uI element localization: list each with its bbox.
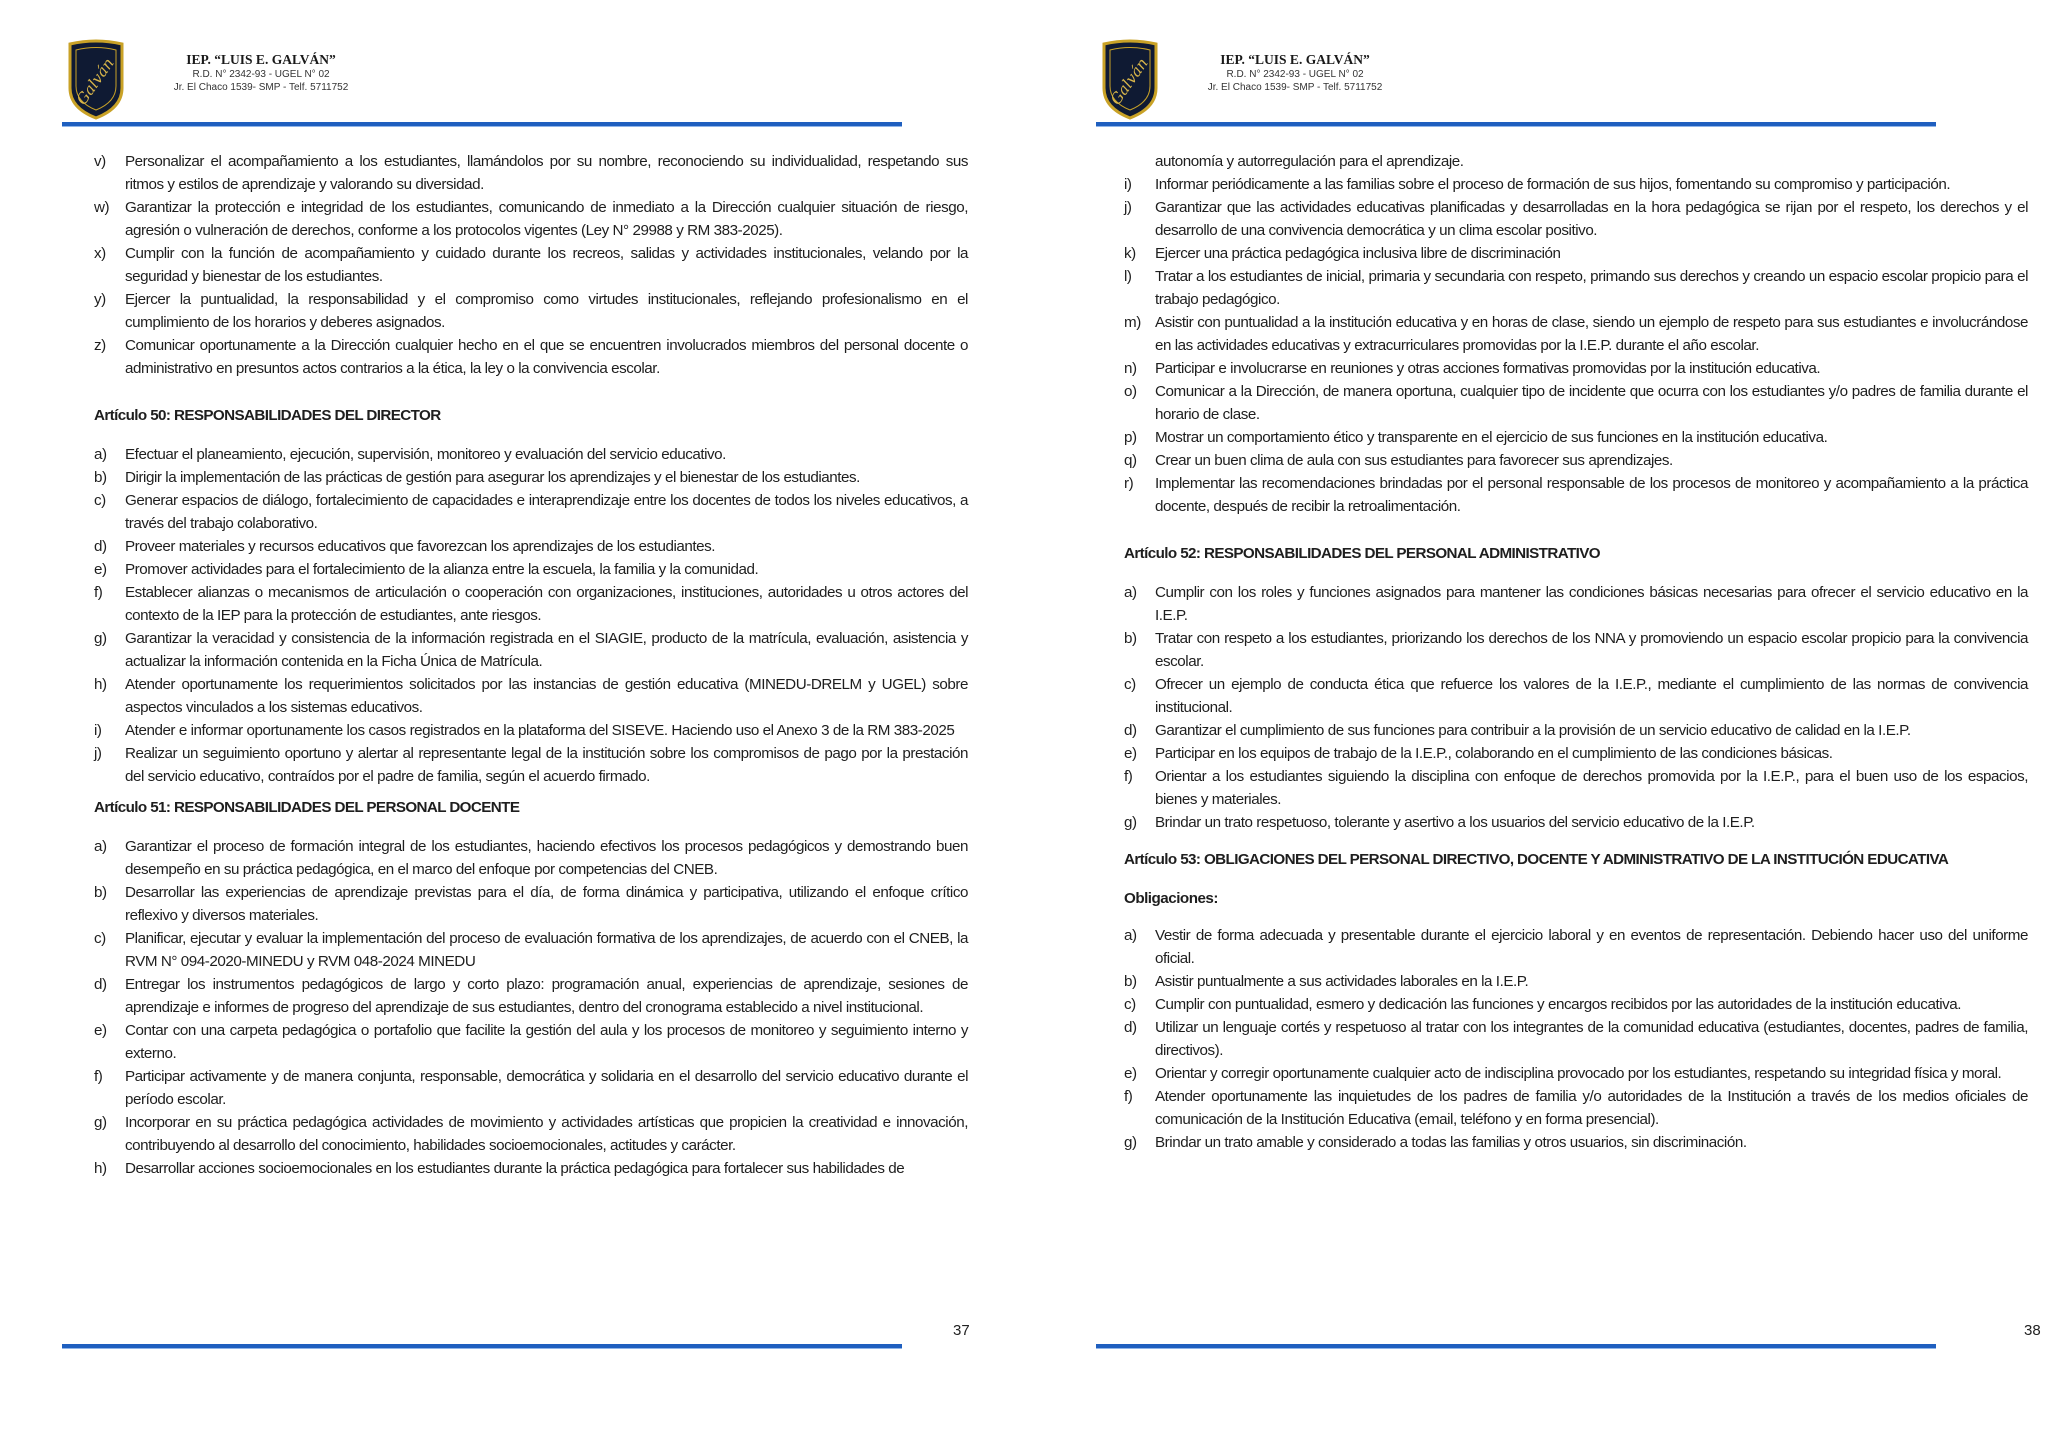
list-item <box>1124 311 2028 357</box>
item-text: autonomía y autorregulación para el aprendizaje. <box>1155 153 1464 170</box>
item-text: Cumplir con los roles y funciones asignados para mantener las condiciones básicas necesarias para ofrecer el servicio educativo en la I.E.P. <box>1155 584 2028 624</box>
item-text: Cumplir con la función de acompañamiento y cuidado durante los recreos, salidas y actividades institucionales, velando por la seguridad y bienestar de los estudiantes. <box>125 245 968 285</box>
list-item <box>1124 380 2028 426</box>
page-header <box>62 38 902 126</box>
item-text: Planificar, ejecutar y evaluar la implementación del proceso de evaluación formativa de los aprendizajes, de acuerdo con el CNEB, la RVM N° 094-2020-MINEDU y RVM 048-2024 MINEDU <box>125 930 968 970</box>
item-text: Garantizar el proceso de formación integral de los estudiantes, haciendo efectivos los procesos pedagógicos y demostrando buen desempeño en su práctica pedagógica, en el marco del enfoque por competencias del CNEB. <box>125 838 968 878</box>
list-marker: d) <box>94 976 107 993</box>
school-address: Jr. El Chaco 1539- SMP - Telf. 5711752 <box>173 82 349 93</box>
school-address: Jr. El Chaco 1539- SMP - Telf. 5711752 <box>1207 82 1383 93</box>
school-name: IEP. “LUIS E. GALVÁN” <box>1220 52 1370 67</box>
item-text: Tratar a los estudiantes de inicial, primaria y secundaria con respeto, primando sus derechos y creando un espacio escolar propicio para el trabajo pedagógico. <box>1155 268 2028 308</box>
list-item <box>94 881 968 927</box>
item-text: Participar e involucrarse en reuniones y otras acciones formativas promovidas por la institución educativa. <box>1155 360 1821 377</box>
item-text: Garantizar la veracidad y consistencia de la información registrada en el SIAGIE, producto de la matrícula, evaluación, asistencia y actualizar la información contenida en la Ficha Única de Matrícula. <box>125 630 968 670</box>
article-51-title: Artículo 51: RESPONSABILIDADES DEL PERSONAL DOCENTE <box>94 799 520 816</box>
list-marker: f) <box>94 584 103 601</box>
list-marker: w) <box>94 199 110 216</box>
list-item <box>94 719 968 742</box>
list-marker: n) <box>1124 360 1137 377</box>
footer-divider <box>1096 1344 1936 1348</box>
list-marker: a) <box>1124 927 1137 944</box>
item-text: Asistir puntualmente a sus actividades laborales en la I.E.P. <box>1155 973 1529 990</box>
list-item <box>94 1111 968 1157</box>
list-marker: d) <box>1124 722 1137 739</box>
item-text: Orientar a los estudiantes siguiendo la disciplina con enfoque de derechos promovida por la I.E.P., para el buen uso de los espacios, bienes y materiales. <box>1155 768 2028 808</box>
article-52-list <box>1124 581 2028 834</box>
page-number: 38 <box>2024 1322 2041 1339</box>
item-text: Efectuar el planeamiento, ejecución, supervisión, monitoreo y evaluación del servicio educativo. <box>125 446 726 463</box>
list-item <box>94 927 968 973</box>
list-item <box>94 150 968 196</box>
item-text: Desarrollar acciones socioemocionales en los estudiantes durante la práctica pedagógica para fortalecer sus habilidades de <box>125 1160 905 1177</box>
list-marker: g) <box>1124 1134 1137 1151</box>
item-text: Atender e informar oportunamente los casos registrados en la plataforma del SISEVE. Haciendo uso el Anexo 3 de la RM 383-2025 <box>125 722 955 739</box>
school-shield-logo <box>1100 38 1160 120</box>
article-50-list <box>94 443 968 788</box>
school-resolution: R.D. N° 2342-93 - UGEL N° 02 <box>1226 69 1364 80</box>
list-item <box>94 581 968 627</box>
article-52-title: Artículo 52: RESPONSABILIDADES DEL PERSONAL ADMINISTRATIVO <box>1124 545 1601 562</box>
list-item <box>1124 970 2028 993</box>
list-marker: f) <box>1124 1088 1133 1105</box>
list-marker: x) <box>94 245 106 262</box>
list-item <box>1124 924 2028 970</box>
list-marker: h) <box>94 1160 107 1177</box>
list-item <box>94 196 968 242</box>
list-item <box>1124 242 2028 265</box>
list-marker: c) <box>94 930 106 947</box>
item-text: Atender oportunamente los requerimientos solicitados por las instancias de gestión educativa (MINEDU-DRELM y UGEL) sobre aspectos vinculados a los sistemas educativos. <box>125 676 968 716</box>
svg-text:Galván: Galván <box>1106 54 1152 109</box>
list-marker: p) <box>1124 429 1137 446</box>
school-name: IEP. “LUIS E. GALVÁN” <box>186 52 336 67</box>
list-marker: l) <box>1124 268 1132 285</box>
item-text: Utilizar un lenguaje cortés y respetuoso al tratar con los integrantes de la comunidad educativa (estudiantes, docentes, padres de familia, directivos). <box>1155 1019 2028 1059</box>
list-item <box>1124 719 2028 742</box>
list-marker: c) <box>1124 996 1136 1013</box>
list-item-continuation <box>1124 150 2028 173</box>
list-item <box>1124 742 2028 765</box>
list-marker: i) <box>1124 176 1132 193</box>
list-marker: f) <box>1124 768 1133 785</box>
list-marker: k) <box>1124 245 1136 262</box>
list-marker: o) <box>1124 383 1137 400</box>
list-item <box>1124 1085 2028 1131</box>
list-marker: c) <box>94 492 106 509</box>
article-51-list <box>94 835 968 1180</box>
list-marker: e) <box>1124 1065 1137 1082</box>
school-resolution: R.D. N° 2342-93 - UGEL N° 02 <box>192 69 330 80</box>
header-divider <box>62 122 902 126</box>
list-continuation <box>94 150 968 380</box>
list-marker: j) <box>1124 199 1132 216</box>
list-marker: b) <box>94 884 107 901</box>
footer-divider <box>62 1344 902 1348</box>
list-marker: b) <box>94 469 107 486</box>
school-info <box>1180 52 1410 94</box>
list-item <box>94 835 968 881</box>
item-text: Generar espacios de diálogo, fortalecimiento de capacidades e interaprendizaje entre los docentes de todos los niveles educativos, a través del trabajo colaborativo. <box>125 492 968 532</box>
item-text: Entregar los instrumentos pedagógicos de largo y corto plazo: programación anual, experiencias de aprendizaje, sesiones de aprendizaje e informes de progreso del aprendizaje de sus estudiantes, dentro del cronograma establecido a nivel institucional. <box>125 976 968 1016</box>
item-text: Implementar las recomendaciones brindadas por el personal responsable de los procesos de monitoreo y acompañamiento a la práctica docente, después de recibir la retroalimentación. <box>1155 475 2028 515</box>
item-text: Asistir con puntualidad a la institución educativa y en horas de clase, siendo un ejemplo de respeto para sus estudiantes e involucrándose en las actividades educativas y extracurriculares promovidas por la I.E.P. durante el año escolar. <box>1155 314 2028 354</box>
list-item <box>94 443 968 466</box>
item-text: Dirigir la implementación de las prácticas de gestión para asegurar los aprendizajes y el bienestar de los estudiantes. <box>125 469 860 486</box>
list-item <box>1124 449 2028 472</box>
list-item <box>94 973 968 1019</box>
item-text: Vestir de forma adecuada y presentable durante el ejercicio laboral y en eventos de representación. Debiendo hacer uso del uniforme oficial. <box>1155 927 2028 967</box>
list-marker: g) <box>94 630 107 647</box>
list-marker: a) <box>94 838 107 855</box>
list-marker: z) <box>94 337 106 354</box>
item-text: Participar activamente y de manera conjunta, responsable, democrática y solidaria en el desarrollo del servicio educativo durante el período escolar. <box>125 1068 968 1108</box>
item-text: Ofrecer un ejemplo de conducta ética que refuerce los valores de la I.E.P., mediante el cumplimiento de las normas de convivencia institucional. <box>1155 676 2028 716</box>
list-item <box>1124 357 2028 380</box>
list-item <box>94 288 968 334</box>
list-marker: r) <box>1124 475 1134 492</box>
list-item <box>94 673 968 719</box>
item-text: Cumplir con puntualidad, esmero y dedicación las funciones y encargos recibidos por las autoridades de la institución educativa. <box>1155 996 1962 1013</box>
list-marker: d) <box>1124 1019 1137 1036</box>
item-text: Ejercer la puntualidad, la responsabilidad y el compromiso como virtudes institucionales, reflejando profesionalismo en el cumplimiento de los horarios y deberes asignados. <box>125 291 968 331</box>
page-content <box>1124 150 2028 1154</box>
page-38 <box>1024 0 2048 1448</box>
school-shield-logo <box>66 38 126 120</box>
item-text: Personalizar el acompañamiento a los estudiantes, llamándolos por su nombre, reconociendo su individualidad, respetando sus ritmos y estilos de aprendizaje y valorando su diversidad. <box>125 153 968 193</box>
item-text: Brindar un trato respetuoso, tolerante y asertivo a los usuarios del servicio educativo de la I.E.P. <box>1155 814 1755 831</box>
list-marker: d) <box>94 538 107 555</box>
svg-text:Galván: Galván <box>72 54 118 109</box>
school-info <box>146 52 376 94</box>
list-item <box>94 558 968 581</box>
article-51-list-cont <box>1124 173 2028 518</box>
list-item <box>1124 811 2028 834</box>
list-marker: e) <box>94 1022 107 1039</box>
list-item <box>1124 765 2028 811</box>
list-marker: y) <box>94 291 106 308</box>
page-content <box>94 150 968 1180</box>
list-item <box>94 489 968 535</box>
item-text: Garantizar la protección e integridad de los estudiantes, comunicando de inmediato a la Dirección cualquier situación de riesgo, agresión o vulneración de derechos, conforme a los protocolos vigentes (Ley N° 29988 y RM 383-2025). <box>125 199 968 239</box>
list-item <box>94 242 968 288</box>
list-item <box>94 742 968 788</box>
item-text: Atender oportunamente las inquietudes de los padres de familia y/o autoridades de la Institución a través de los medios oficiales de comunicación de la Institución Educativa (email, teléfono y en forma presencial). <box>1155 1088 2028 1128</box>
list-marker: f) <box>94 1068 103 1085</box>
page-number: 37 <box>953 1322 970 1339</box>
list-item <box>1124 1131 2028 1154</box>
list-marker: g) <box>1124 814 1137 831</box>
list-item <box>94 627 968 673</box>
list-marker: q) <box>1124 452 1137 469</box>
item-text: Participar en los equipos de trabajo de la I.E.P., colaborando en el cumplimiento de las condiciones básicas. <box>1155 745 1833 762</box>
list-marker: h) <box>94 676 107 693</box>
list-item <box>1124 581 2028 627</box>
list-marker: a) <box>1124 584 1137 601</box>
article-50-title: Artículo 50: RESPONSABILIDADES DEL DIRECTOR <box>94 407 441 424</box>
list-item <box>94 1065 968 1111</box>
item-text: Realizar un seguimiento oportuno y alertar al representante legal de la institución sobre los compromisos de pago por la prestación del servicio educativo, contraídos por el padre de familia, según el acuerdo firmado. <box>125 745 968 785</box>
list-item <box>1124 1062 2028 1085</box>
list-item <box>1124 627 2028 673</box>
list-item <box>1124 196 2028 242</box>
list-item <box>1124 173 2028 196</box>
list-item <box>1124 472 2028 518</box>
obligations-label: Obligaciones: <box>1124 890 1218 907</box>
item-text: Ejercer una práctica pedagógica inclusiva libre de discriminación <box>1155 245 1561 262</box>
list-item <box>94 466 968 489</box>
list-marker: e) <box>94 561 107 578</box>
item-text: Crear un buen clima de aula con sus estudiantes para favorecer sus aprendizajes. <box>1155 452 1673 469</box>
list-marker: g) <box>94 1114 107 1131</box>
list-item <box>1124 1016 2028 1062</box>
list-marker: c) <box>1124 676 1136 693</box>
list-marker: m) <box>1124 314 1141 331</box>
item-text: Incorporar en su práctica pedagógica actividades de movimiento y actividades artísticas que propicien la creatividad e innovación, contribuyendo al desarrollo del conocimiento, habilidades socioemocionales, actitudes y carácter. <box>125 1114 968 1154</box>
item-text: Contar con una carpeta pedagógica o portafolio que facilite la gestión del aula y los procesos de monitoreo y seguimiento interno y externo. <box>125 1022 968 1062</box>
article-53-list <box>1124 924 2028 1154</box>
item-text: Garantizar que las actividades educativas planificadas y desarrolladas en la hora pedagógica se rijan por el respeto, los derechos y el desarrollo de una convivencia democrática y un clima escolar positivo. <box>1155 199 2028 239</box>
list-item <box>94 334 968 380</box>
list-marker: i) <box>94 722 102 739</box>
list-item <box>94 1019 968 1065</box>
item-text: Proveer materiales y recursos educativos que favorezcan los aprendizajes de los estudiantes. <box>125 538 716 555</box>
list-item <box>1124 673 2028 719</box>
item-text: Comunicar oportunamente a la Dirección cualquier hecho en el que se encuentren involucrados miembros del personal docente o administrativo en presuntos actos contrarios a la ética, la ley o la convivencia escolar. <box>125 337 968 377</box>
list-marker: e) <box>1124 745 1137 762</box>
item-text: Garantizar el cumplimiento de sus funciones para contribuir a la provisión de un servicio educativo de calidad en la I.E.P. <box>1155 722 1911 739</box>
list-marker: v) <box>94 153 106 170</box>
item-text: Tratar con respeto a los estudiantes, priorizando los derechos de los NNA y promoviendo un espacio escolar propicio para la convivencia escolar. <box>1155 630 2028 670</box>
list-item <box>94 535 968 558</box>
item-text: Promover actividades para el fortalecimiento de la alianza entre la escuela, la familia y la comunidad. <box>125 561 759 578</box>
list-item <box>1124 993 2028 1016</box>
list-marker: b) <box>1124 973 1137 990</box>
list-marker: a) <box>94 446 107 463</box>
list-marker: b) <box>1124 630 1137 647</box>
list-item <box>1124 426 2028 449</box>
header-divider <box>1096 122 1936 126</box>
item-text: Informar periódicamente a las familias sobre el proceso de formación de sus hijos, fomentando su compromiso y participación. <box>1155 176 1951 193</box>
item-text: Comunicar a la Dirección, de manera oportuna, cualquier tipo de incidente que ocurra con los estudiantes y/o padres de familia durante el horario de clase. <box>1155 383 2028 423</box>
item-text: Brindar un trato amable y considerado a todas las familias y otros usuarios, sin discriminación. <box>1155 1134 1747 1151</box>
item-text: Establecer alianzas o mecanismos de articulación o cooperación con organizaciones, instituciones, autoridades u otros actores del contexto de la IEP para la protección de estudiantes, ante riesgos. <box>125 584 968 624</box>
article-53-title: Artículo 53: OBLIGACIONES DEL PERSONAL DIRECTIVO, DOCENTE Y ADMINISTRATIVO DE LA INSTITUCIÓN EDUCATIVA <box>1124 851 1949 868</box>
item-text: Orientar y corregir oportunamente cualquier acto de indisciplina provocado por los estudiantes, respetando su integridad física y moral. <box>1155 1065 2002 1082</box>
list-item <box>1124 265 2028 311</box>
list-item <box>94 1157 968 1180</box>
item-text: Mostrar un comportamiento ético y transparente en el ejercicio de sus funciones en la institución educativa. <box>1155 429 1828 446</box>
page-header <box>1096 38 1936 126</box>
list-marker: j) <box>94 745 102 762</box>
item-text: Desarrollar las experiencias de aprendizaje previstas para el día, de forma dinámica y participativa, utilizando el enfoque crítico reflexivo y diversos materiales. <box>125 884 968 924</box>
